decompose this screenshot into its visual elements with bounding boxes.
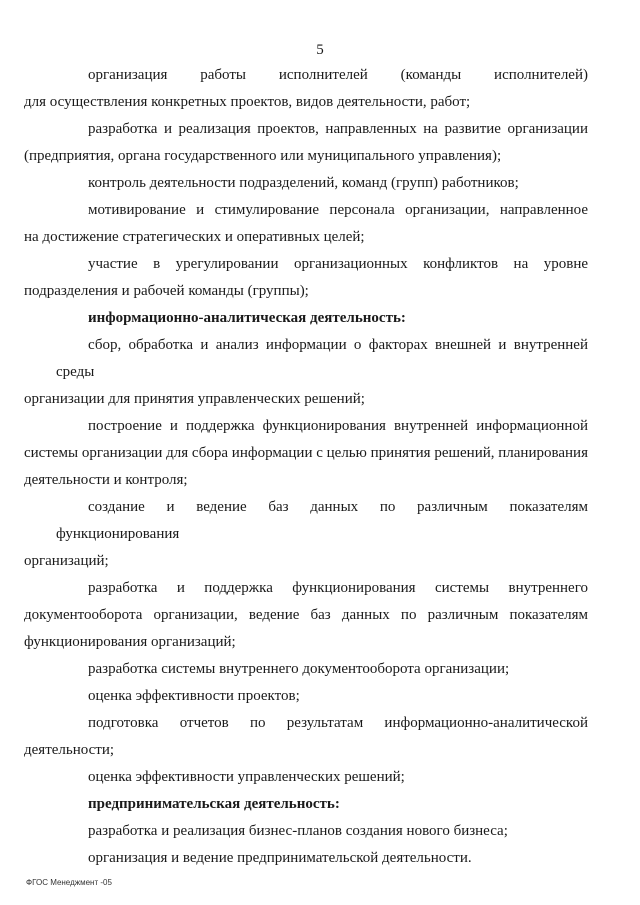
list-item-line: организация работы исполнителей (команды исполнителей) — [88, 67, 588, 83]
list-item-line: мотивирование и стимулирование персонала организации, направленное — [88, 202, 588, 218]
section-heading-business: предпринимательская деятельность: — [88, 796, 340, 812]
list-item-line: разработка и реализация проектов, направленных на развитие организации — [88, 121, 588, 137]
list-item-line: деятельности; — [24, 742, 115, 758]
list-item-line: построение и поддержка функционирования внутренней информационной — [88, 418, 588, 434]
list-item — [24, 332, 588, 413]
list-item-line: оценка эффективности управленческих решений; — [88, 769, 405, 785]
document-body — [24, 62, 588, 872]
list-item-line: создание и ведение баз данных по различным показателям функционирования — [56, 499, 588, 542]
page-number: 5 — [316, 42, 324, 58]
list-item-line: подготовка отчетов по результатам информационно-аналитической — [88, 715, 588, 731]
list-item — [24, 575, 588, 656]
section-heading-info: информационно-аналитическая деятельность: — [88, 310, 406, 326]
list-item — [24, 494, 588, 575]
list-item-line: подразделения и рабочей команды (группы); — [24, 283, 309, 299]
list-item-line: организации для принятия управленческих решений; — [24, 391, 365, 407]
list-item-line: деятельности и контроля; — [24, 472, 188, 488]
list-item — [24, 116, 588, 170]
list-item-line: организаций; — [24, 553, 109, 569]
list-item-line: участие в урегулировании организационных конфликтов на уровне — [88, 256, 588, 272]
footer-label: ФГОС Менеджмент -05 — [26, 878, 112, 887]
list-item — [56, 656, 588, 683]
list-item — [24, 197, 588, 251]
list-item-line: разработка и реализация бизнес-планов создания нового бизнеса; — [88, 823, 508, 839]
list-section-business — [56, 818, 588, 872]
list-item — [56, 170, 588, 197]
list-item-line: (предприятия, органа государственного или муниципального управления); — [24, 148, 502, 164]
list-item — [24, 62, 588, 116]
list-item — [56, 683, 588, 710]
list-item-line: разработка и поддержка функционирования системы внутреннего — [88, 580, 588, 596]
list-item — [24, 710, 588, 764]
list-section-info — [24, 332, 588, 791]
list-item-line: сбор, обработка и анализ информации о факторах внешней и внутренней среды — [56, 337, 588, 380]
list-item-line: для осуществления конкретных проектов, видов деятельности, работ; — [24, 94, 471, 110]
list-item — [56, 818, 588, 845]
list-item-line: контроль деятельности подразделений, команд (групп) работников; — [88, 175, 519, 191]
list-section-organizational — [24, 62, 588, 305]
list-item — [56, 845, 588, 872]
list-item-line: функционирования организаций; — [24, 634, 236, 650]
list-item-line: оценка эффективности проектов; — [88, 688, 300, 704]
list-item — [24, 251, 588, 305]
list-item-line: на достижение стратегических и оперативных целей; — [24, 229, 365, 245]
list-item — [56, 764, 588, 791]
list-item-line: системы организации для сбора информации с целью принятия решений, планирования — [24, 445, 588, 461]
list-item-line: документооборота организации, ведение баз данных по различным показателям — [24, 607, 588, 623]
list-item — [24, 413, 588, 494]
list-item-line: разработка системы внутреннего документооборота организации; — [88, 661, 510, 677]
list-item-line: организация и ведение предпринимательской деятельности. — [88, 850, 472, 866]
